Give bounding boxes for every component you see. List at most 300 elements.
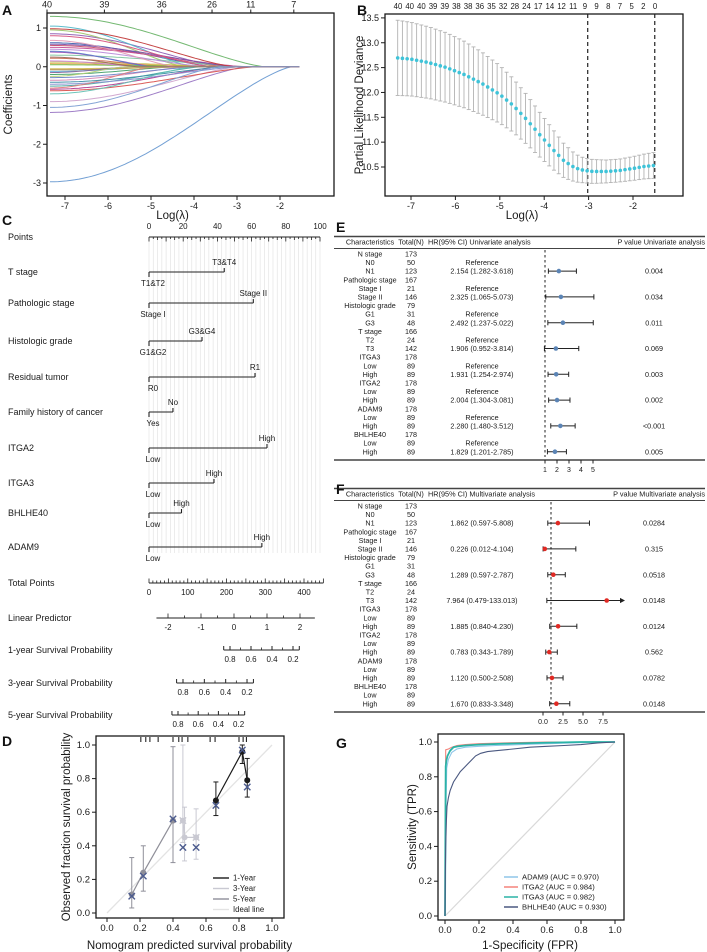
svg-text:300: 300 <box>258 588 272 597</box>
svg-text:4: 4 <box>579 467 583 474</box>
svg-text:173: 173 <box>405 501 417 511</box>
svg-text:0.0148: 0.0148 <box>643 699 665 709</box>
svg-text:T stage: T stage <box>358 578 382 588</box>
svg-text:0.4: 0.4 <box>506 925 520 936</box>
svg-text:48: 48 <box>407 570 415 580</box>
svg-text:0.6: 0.6 <box>76 807 90 819</box>
svg-text:2: 2 <box>555 467 559 474</box>
svg-text:1.829 (1.201-2.785): 1.829 (1.201-2.785) <box>450 447 514 457</box>
svg-text:High: High <box>258 434 276 443</box>
panel-c-letter: C <box>2 212 13 228</box>
svg-text:T2: T2 <box>365 587 375 597</box>
svg-text:R1: R1 <box>249 363 261 372</box>
svg-text:N stage: N stage <box>357 249 383 259</box>
svg-text:Log(λ): Log(λ) <box>156 210 189 222</box>
svg-text:Histologic grade: Histologic grade <box>8 336 73 346</box>
svg-text:0.8: 0.8 <box>76 773 90 785</box>
panel-b-cv-deviance-plot <box>353 0 707 228</box>
svg-text:Reference: Reference <box>465 283 499 293</box>
svg-text:89: 89 <box>407 647 415 657</box>
svg-text:0.0782: 0.0782 <box>643 673 665 683</box>
svg-text:T3: T3 <box>365 596 375 606</box>
panel-e-letter: E <box>336 219 346 235</box>
svg-text:T2: T2 <box>365 335 375 345</box>
svg-text:Total Points: Total Points <box>8 578 55 588</box>
svg-text:0: 0 <box>231 623 237 632</box>
svg-text:178: 178 <box>405 404 417 414</box>
svg-text:178: 178 <box>405 682 417 692</box>
svg-text:Low: Low <box>363 412 377 422</box>
svg-text:1.931 (1.254-2.974): 1.931 (1.254-2.974) <box>450 369 514 379</box>
svg-text:38: 38 <box>463 2 473 11</box>
svg-text:5.0: 5.0 <box>578 719 588 726</box>
svg-text:High: High <box>362 369 378 379</box>
svg-text:89: 89 <box>407 438 415 448</box>
svg-text:60: 60 <box>247 222 257 231</box>
svg-text:0.8: 0.8 <box>232 923 246 934</box>
svg-text:-3: -3 <box>584 201 593 211</box>
svg-text:Total(N): Total(N) <box>398 237 424 247</box>
svg-text:21: 21 <box>407 535 415 545</box>
svg-text:0.069: 0.069 <box>645 344 663 354</box>
svg-text:1.289 (0.597-2.787): 1.289 (0.597-2.787) <box>450 570 514 580</box>
svg-text:ITGA3: ITGA3 <box>359 352 381 362</box>
svg-text:Stage II: Stage II <box>357 292 383 302</box>
svg-text:0.4: 0.4 <box>76 840 90 852</box>
svg-text:-6: -6 <box>103 201 113 211</box>
svg-text:Stage I: Stage I <box>140 310 166 319</box>
svg-text:N stage: N stage <box>357 501 383 511</box>
svg-text:Low: Low <box>363 639 377 649</box>
panel-e-univariate-forest-plot <box>332 228 707 480</box>
svg-text:Linear Predictor: Linear Predictor <box>8 613 72 623</box>
svg-text:High: High <box>362 621 378 631</box>
svg-text:89: 89 <box>407 690 415 700</box>
svg-text:G1&G2: G1&G2 <box>139 348 167 357</box>
svg-text:0.4: 0.4 <box>418 841 432 853</box>
svg-text:Pathologic stage: Pathologic stage <box>8 298 75 308</box>
svg-text:13.5: 13.5 <box>361 12 379 23</box>
svg-text:28: 28 <box>510 2 520 11</box>
svg-text:89: 89 <box>407 673 415 683</box>
svg-text:-2: -2 <box>275 201 285 211</box>
svg-text:0.0: 0.0 <box>100 923 114 934</box>
svg-text:-5: -5 <box>495 201 504 211</box>
svg-text:0.6: 0.6 <box>199 923 213 934</box>
svg-text:ADAM9: ADAM9 <box>357 404 383 414</box>
svg-text:HR(95% CI) Univariate analysis: HR(95% CI) Univariate analysis <box>428 237 531 247</box>
svg-text:Low: Low <box>363 613 377 623</box>
svg-text:0.4: 0.4 <box>266 655 278 664</box>
svg-text:G3: G3 <box>365 318 375 328</box>
svg-text:89: 89 <box>407 412 415 422</box>
svg-text:146: 146 <box>405 292 417 302</box>
svg-text:Stage I: Stage I <box>358 283 382 293</box>
svg-text:Low: Low <box>363 361 377 371</box>
svg-text:89: 89 <box>407 369 415 379</box>
svg-text:G3: G3 <box>365 570 375 580</box>
svg-text:Nomogram predicted survival pr: Nomogram predicted survival probability <box>86 940 293 952</box>
svg-text:-2: -2 <box>628 201 638 211</box>
svg-text:Residual tumor: Residual tumor <box>8 372 69 382</box>
svg-text:BHLHE40 (AUC = 0.930): BHLHE40 (AUC = 0.930) <box>522 902 607 912</box>
panel-g-letter: G <box>336 735 347 751</box>
svg-text:0.0: 0.0 <box>76 908 90 919</box>
svg-text:0.034: 0.034 <box>645 292 663 302</box>
svg-text:0.0: 0.0 <box>438 925 452 936</box>
svg-text:89: 89 <box>407 387 415 397</box>
svg-text:0.2: 0.2 <box>233 720 245 729</box>
svg-text:12.5: 12.5 <box>361 62 379 73</box>
svg-text:1.670 (0.833-3.348): 1.670 (0.833-3.348) <box>450 699 514 709</box>
svg-text:ITGA3: ITGA3 <box>359 604 381 614</box>
svg-text:1.0: 1.0 <box>418 737 432 748</box>
svg-text:2.004 (1.304-3.081): 2.004 (1.304-3.081) <box>450 395 514 405</box>
svg-text:80: 80 <box>281 222 291 231</box>
svg-text:11: 11 <box>246 0 256 10</box>
svg-text:50: 50 <box>407 510 415 520</box>
panel-f-multivariate-forest-plot <box>332 480 707 728</box>
svg-text:HR(95% CI) Multivariate analys: HR(95% CI) Multivariate analysis <box>428 489 536 499</box>
svg-text:89: 89 <box>407 361 415 371</box>
svg-text:0.226 (0.012-4.104): 0.226 (0.012-4.104) <box>450 544 514 554</box>
svg-text:7: 7 <box>617 2 623 11</box>
panel-c-nomogram <box>0 218 332 728</box>
panel-f-letter: F <box>336 481 345 497</box>
svg-text:24: 24 <box>407 335 415 345</box>
svg-text:178: 178 <box>405 352 417 362</box>
svg-text:Reference: Reference <box>465 361 499 371</box>
svg-text:1.0: 1.0 <box>76 740 90 751</box>
svg-text:89: 89 <box>407 621 415 631</box>
svg-text:178: 178 <box>405 430 417 440</box>
svg-text:40: 40 <box>417 2 426 11</box>
svg-text:11: 11 <box>569 2 578 11</box>
svg-text:10.5: 10.5 <box>361 162 379 172</box>
svg-text:-4: -4 <box>189 201 199 211</box>
svg-text:BHLHE40: BHLHE40 <box>8 508 49 518</box>
svg-text:8: 8 <box>606 2 611 11</box>
svg-text:173: 173 <box>405 249 417 259</box>
svg-text:100: 100 <box>181 588 195 597</box>
svg-text:40: 40 <box>405 2 415 11</box>
svg-text:2: 2 <box>297 623 303 632</box>
svg-text:167: 167 <box>405 527 417 537</box>
svg-text:Histologic grade: Histologic grade <box>344 553 396 563</box>
svg-text:High: High <box>362 421 378 431</box>
svg-text:<0.001: <0.001 <box>642 421 666 431</box>
svg-text:89: 89 <box>407 421 415 431</box>
svg-text:35: 35 <box>487 2 496 11</box>
svg-text:Characteristics: Characteristics <box>345 237 395 247</box>
svg-text:38: 38 <box>452 2 461 11</box>
svg-text:142: 142 <box>405 344 417 354</box>
svg-text:Partial Likelihood Deviance: Partial Likelihood Deviance <box>354 35 366 175</box>
svg-text:Stage I: Stage I <box>358 535 382 545</box>
svg-text:Characteristics: Characteristics <box>345 489 395 499</box>
svg-text:166: 166 <box>405 578 417 588</box>
svg-text:0: 0 <box>652 2 658 11</box>
svg-text:178: 178 <box>405 604 417 614</box>
svg-text:39: 39 <box>99 0 110 10</box>
svg-text:1.885 (0.840-4.230): 1.885 (0.840-4.230) <box>450 621 514 631</box>
svg-text:48: 48 <box>407 318 415 328</box>
svg-text:N1: N1 <box>365 518 375 528</box>
svg-text:0.0124: 0.0124 <box>643 621 665 631</box>
svg-text:1.120 (0.500-2.508): 1.120 (0.500-2.508) <box>450 673 514 683</box>
svg-text:0: 0 <box>146 588 152 597</box>
svg-text:Low: Low <box>145 554 161 563</box>
svg-text:31: 31 <box>407 561 415 571</box>
svg-text:Low: Low <box>363 438 377 448</box>
svg-text:3-year Survival Probability: 3-year Survival Probability <box>8 678 113 688</box>
svg-text:0: 0 <box>35 61 41 72</box>
svg-text:178: 178 <box>405 378 417 388</box>
svg-text:BHLHE40: BHLHE40 <box>354 682 386 692</box>
svg-text:0.8: 0.8 <box>172 720 184 729</box>
svg-text:178: 178 <box>405 630 417 640</box>
svg-text:N1: N1 <box>365 266 375 276</box>
svg-text:0.8: 0.8 <box>224 655 236 664</box>
svg-text:3-Year: 3-Year <box>233 884 256 893</box>
svg-text:5: 5 <box>629 2 634 11</box>
svg-text:Reference: Reference <box>465 335 499 345</box>
svg-text:0.4: 0.4 <box>220 688 232 697</box>
svg-text:0.6: 0.6 <box>540 925 554 936</box>
svg-text:-3: -3 <box>32 178 41 188</box>
svg-text:1-Year: 1-Year <box>233 873 256 883</box>
svg-text:BHLHE40: BHLHE40 <box>354 430 386 440</box>
svg-text:0.2: 0.2 <box>418 876 432 888</box>
svg-text:0.8: 0.8 <box>177 688 189 697</box>
svg-text:ADAM9: ADAM9 <box>8 542 40 552</box>
svg-text:P value Multivariate analysis: P value Multivariate analysis <box>613 489 705 499</box>
svg-text:Observed fraction survival pro: Observed fraction survival probability <box>61 732 73 922</box>
svg-text:High: High <box>362 647 378 657</box>
svg-text:N0: N0 <box>365 510 375 520</box>
svg-text:0.0: 0.0 <box>418 911 432 922</box>
svg-text:0.005: 0.005 <box>645 447 663 457</box>
svg-text:G3&G4: G3&G4 <box>188 327 216 336</box>
svg-text:0.0148: 0.0148 <box>643 596 665 606</box>
svg-text:32: 32 <box>498 2 508 11</box>
svg-text:89: 89 <box>407 664 415 674</box>
svg-text:89: 89 <box>407 699 415 709</box>
svg-text:5-year Survival Probability: 5-year Survival Probability <box>8 710 113 720</box>
svg-text:2.280 (1.480-3.512): 2.280 (1.480-3.512) <box>450 421 514 431</box>
svg-text:-2: -2 <box>32 139 41 150</box>
svg-text:178: 178 <box>405 656 417 666</box>
svg-text:89: 89 <box>407 639 415 649</box>
svg-text:79: 79 <box>407 553 415 563</box>
svg-text:89: 89 <box>407 395 415 405</box>
svg-text:-4: -4 <box>540 201 549 211</box>
svg-text:Low: Low <box>363 664 377 674</box>
svg-text:-3: -3 <box>232 201 242 211</box>
svg-text:Reference: Reference <box>465 309 499 319</box>
svg-text:Points: Points <box>8 232 34 242</box>
svg-text:2: 2 <box>641 2 646 11</box>
svg-text:0.4: 0.4 <box>212 720 224 729</box>
svg-text:High: High <box>362 395 378 405</box>
svg-text:-1: -1 <box>32 100 41 111</box>
svg-text:39: 39 <box>440 2 450 11</box>
svg-text:0.8: 0.8 <box>574 925 588 936</box>
svg-text:-1: -1 <box>197 623 205 632</box>
svg-text:Family history of cancer: Family history of cancer <box>8 407 104 417</box>
svg-text:-5: -5 <box>146 201 156 211</box>
svg-text:167: 167 <box>405 275 417 285</box>
panel-b-letter: B <box>357 2 368 18</box>
svg-text:146: 146 <box>405 544 417 554</box>
svg-text:9: 9 <box>582 2 588 11</box>
svg-text:79: 79 <box>407 301 415 311</box>
svg-text:123: 123 <box>405 266 417 276</box>
svg-text:0.2: 0.2 <box>133 923 147 934</box>
svg-text:Coefficients: Coefficients <box>3 74 15 135</box>
svg-text:12: 12 <box>557 2 566 11</box>
svg-text:ADAM9: ADAM9 <box>357 656 383 666</box>
svg-text:13.0: 13.0 <box>361 37 379 48</box>
svg-text:Reference: Reference <box>465 258 499 268</box>
svg-text:5-Year: 5-Year <box>233 894 256 904</box>
svg-text:11.0: 11.0 <box>362 137 379 148</box>
svg-text:Low: Low <box>363 387 377 397</box>
svg-text:Pathologic stage: Pathologic stage <box>343 275 397 285</box>
svg-text:11.5: 11.5 <box>362 112 379 123</box>
svg-text:100: 100 <box>313 222 327 231</box>
svg-text:-7: -7 <box>406 201 416 211</box>
svg-text:40: 40 <box>393 2 403 11</box>
svg-text:0.2: 0.2 <box>241 688 253 697</box>
svg-text:ITGA2: ITGA2 <box>8 443 35 453</box>
svg-text:2.325 (1.065-5.073): 2.325 (1.065-5.073) <box>450 292 514 302</box>
svg-text:89: 89 <box>407 613 415 623</box>
svg-text:20: 20 <box>178 222 188 231</box>
svg-text:1: 1 <box>543 467 547 474</box>
svg-text:0.011: 0.011 <box>645 318 663 328</box>
svg-text:1.0: 1.0 <box>265 923 279 934</box>
svg-text:0.004: 0.004 <box>645 266 663 276</box>
svg-text:89: 89 <box>407 447 415 457</box>
svg-text:0.6: 0.6 <box>192 720 204 729</box>
svg-text:0.0: 0.0 <box>538 719 548 726</box>
svg-text:24: 24 <box>522 2 531 11</box>
svg-text:0.4: 0.4 <box>166 923 180 934</box>
svg-text:0.2: 0.2 <box>76 874 90 886</box>
svg-text:3: 3 <box>567 467 571 474</box>
svg-text:50: 50 <box>407 258 415 268</box>
svg-text:7.5: 7.5 <box>598 719 608 726</box>
svg-text:1: 1 <box>264 623 270 632</box>
svg-text:31: 31 <box>407 309 415 319</box>
svg-text:0.2: 0.2 <box>472 925 486 936</box>
svg-text:T stage: T stage <box>8 267 38 277</box>
panel-g-roc-curves <box>332 728 707 952</box>
svg-text:Pathologic stage: Pathologic stage <box>343 527 397 537</box>
svg-text:Sensitivity (TPR): Sensitivity (TPR) <box>407 784 419 870</box>
svg-text:1: 1 <box>35 23 41 33</box>
svg-text:2.5: 2.5 <box>558 719 568 726</box>
svg-text:P value Univariate analysis: P value Univariate analysis <box>617 237 705 247</box>
svg-text:39: 39 <box>428 2 438 11</box>
svg-text:Histologic grade: Histologic grade <box>344 301 396 311</box>
svg-text:G1: G1 <box>365 561 375 571</box>
svg-text:0: 0 <box>146 222 152 231</box>
svg-text:T stage: T stage <box>358 326 382 336</box>
svg-text:Yes: Yes <box>146 419 160 428</box>
svg-text:High: High <box>362 447 378 457</box>
svg-text:2.154 (1.282-3.618): 2.154 (1.282-3.618) <box>450 266 514 276</box>
svg-text:40: 40 <box>41 0 53 10</box>
svg-text:0.562: 0.562 <box>645 647 663 657</box>
svg-text:Stage II: Stage II <box>357 544 383 554</box>
svg-text:1.0: 1.0 <box>608 925 622 936</box>
svg-text:Low: Low <box>363 690 377 700</box>
svg-text:Reference: Reference <box>465 387 499 397</box>
svg-text:0.003: 0.003 <box>645 369 663 379</box>
svg-text:Total(N): Total(N) <box>398 489 424 499</box>
svg-text:No: No <box>167 398 179 407</box>
svg-text:-7: -7 <box>60 201 70 211</box>
svg-text:-6: -6 <box>451 201 460 211</box>
svg-text:Low: Low <box>145 490 161 499</box>
svg-text:166: 166 <box>405 326 417 336</box>
svg-text:36: 36 <box>156 0 167 10</box>
svg-text:7.964 (0.479-133.013): 7.964 (0.479-133.013) <box>446 596 518 606</box>
svg-text:21: 21 <box>407 283 415 293</box>
svg-text:1-year Survival Probability: 1-year Survival Probability <box>8 645 113 655</box>
svg-text:Ideal line: Ideal line <box>233 905 265 914</box>
svg-text:T3&T4: T3&T4 <box>212 258 237 267</box>
svg-text:1.862 (0.597-5.808): 1.862 (0.597-5.808) <box>450 518 514 528</box>
svg-text:High: High <box>253 533 271 542</box>
svg-text:40: 40 <box>212 222 222 231</box>
svg-text:Low: Low <box>145 520 161 529</box>
svg-text:0.2: 0.2 <box>287 655 299 664</box>
panel-d-letter: D <box>2 733 13 749</box>
svg-text:142: 142 <box>405 596 417 606</box>
svg-text:0.6: 0.6 <box>245 655 257 664</box>
svg-text:ITGA2: ITGA2 <box>359 378 381 388</box>
svg-text:123: 123 <box>405 518 417 528</box>
svg-text:0.6: 0.6 <box>198 688 210 697</box>
svg-text:-2: -2 <box>164 623 172 632</box>
svg-text:ADAM9 (AUC = 0.970): ADAM9 (AUC = 0.970) <box>522 872 600 882</box>
svg-text:T1&T2: T1&T2 <box>140 279 166 288</box>
svg-text:ITGA3: ITGA3 <box>8 478 35 488</box>
svg-text:0.0518: 0.0518 <box>643 570 665 580</box>
svg-text:High: High <box>173 499 190 508</box>
svg-text:Reference: Reference <box>465 412 499 422</box>
svg-text:1-Specificity (FPR): 1-Specificity (FPR) <box>482 940 578 952</box>
svg-text:ITGA2 (AUC = 0.984): ITGA2 (AUC = 0.984) <box>522 882 595 892</box>
svg-text:26: 26 <box>207 0 218 10</box>
svg-text:Stage II: Stage II <box>239 289 268 298</box>
svg-text:1.906 (0.952-3.814): 1.906 (0.952-3.814) <box>450 344 514 354</box>
svg-text:High: High <box>362 699 378 709</box>
svg-text:R0: R0 <box>147 384 159 393</box>
svg-text:0.002: 0.002 <box>645 395 663 405</box>
svg-text:ITGA3 (AUC = 0.982): ITGA3 (AUC = 0.982) <box>522 892 595 902</box>
svg-text:9: 9 <box>594 2 599 11</box>
svg-text:Low: Low <box>145 455 161 464</box>
svg-text:0.783 (0.343-1.789): 0.783 (0.343-1.789) <box>450 647 514 657</box>
panel-d-calibration-plot <box>0 728 332 952</box>
svg-text:2.492 (1.237-5.022): 2.492 (1.237-5.022) <box>450 318 514 328</box>
svg-text:0.8: 0.8 <box>418 771 432 783</box>
panel-a-letter: A <box>2 2 13 18</box>
